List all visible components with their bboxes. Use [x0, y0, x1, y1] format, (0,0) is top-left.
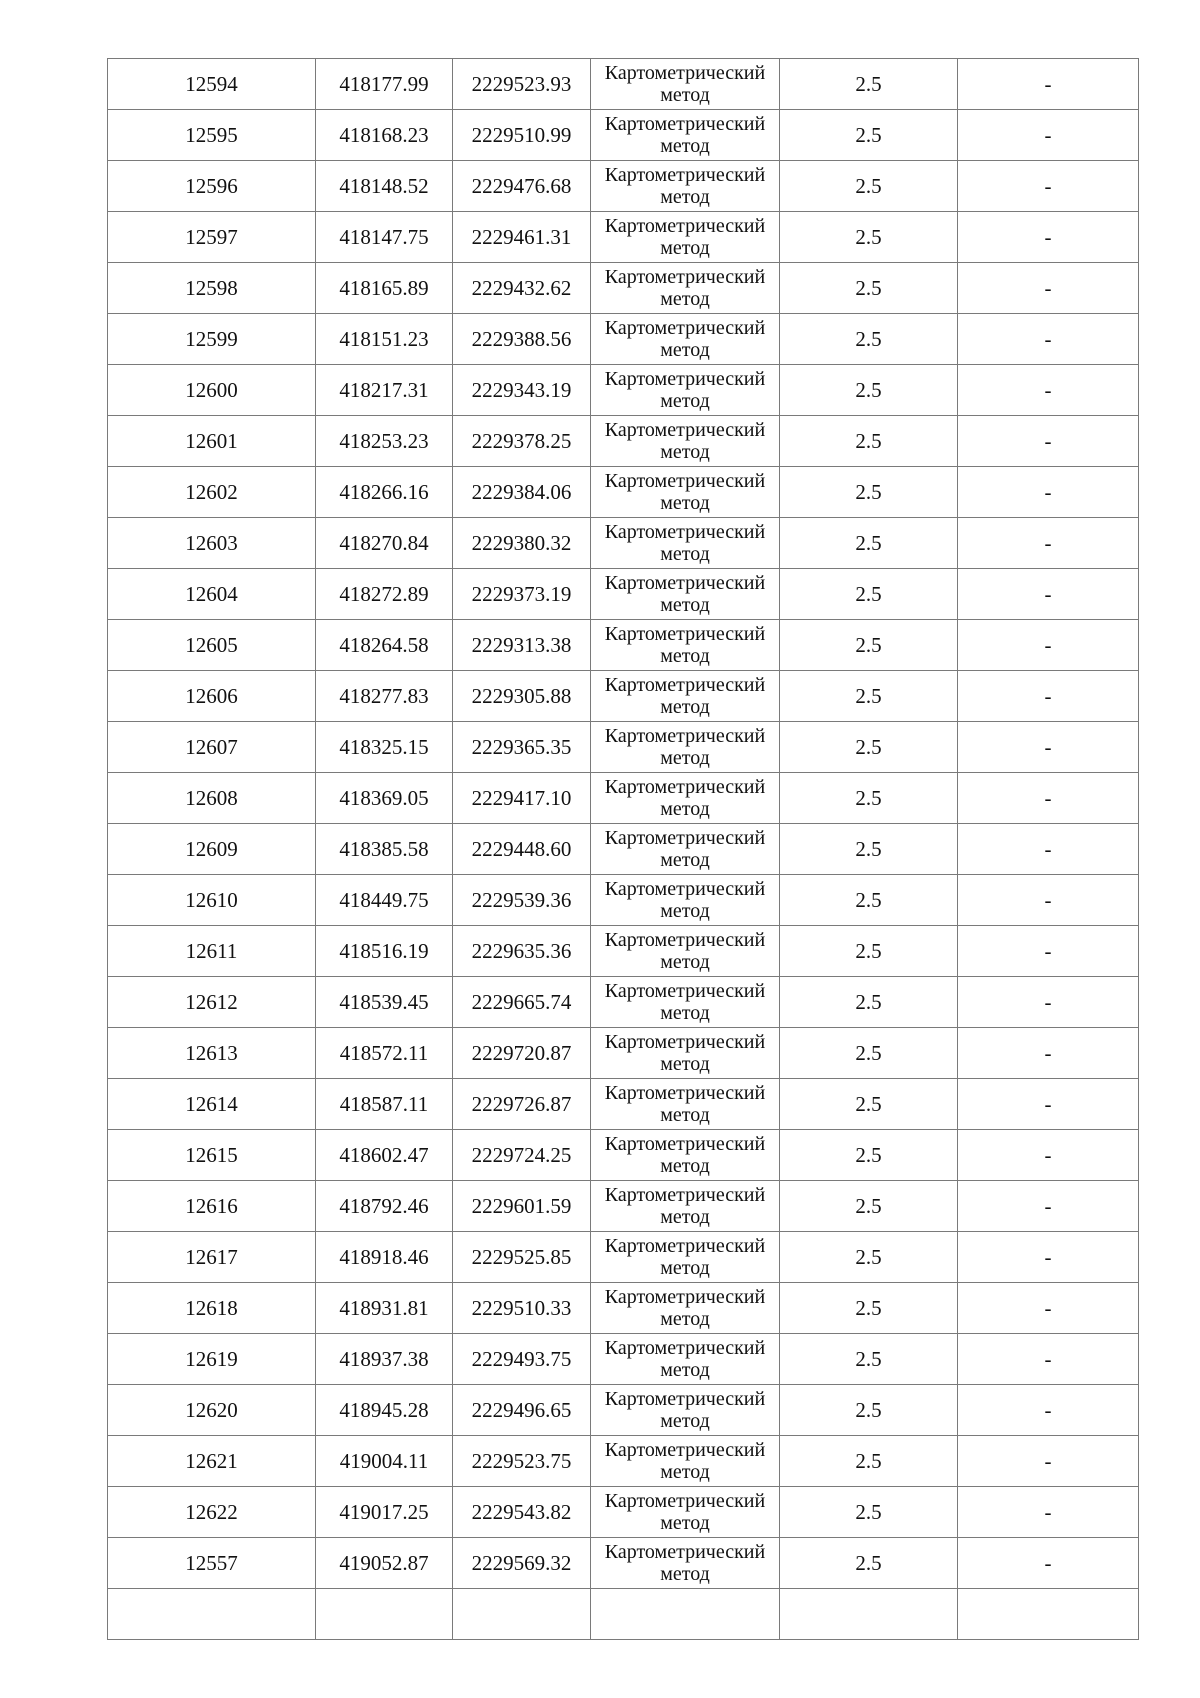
method-cell: [591, 1079, 780, 1130]
method-cell: [591, 263, 780, 314]
method-line-1: Картометрический: [604, 317, 766, 339]
method-line-2: метод: [660, 186, 710, 208]
x-coordinate-cell: 418148.52: [316, 161, 453, 212]
note-cell: -: [958, 620, 1139, 671]
method-line-2: метод: [660, 1257, 710, 1279]
method-line-2: метод: [660, 1155, 710, 1177]
method-cell: [591, 110, 780, 161]
point-number-cell: 12621: [108, 1436, 316, 1487]
method-cell: [591, 1283, 780, 1334]
accuracy-cell: 2.5: [780, 416, 958, 467]
note-cell: -: [958, 926, 1139, 977]
table-row: [108, 314, 1139, 365]
x-coordinate-cell: 419052.87: [316, 1538, 453, 1589]
x-coordinate-cell: 418539.45: [316, 977, 453, 1028]
method-cell: [591, 1385, 780, 1436]
accuracy-cell: 2.5: [780, 263, 958, 314]
accuracy-cell: 2.5: [780, 59, 958, 110]
point-number-cell: 12605: [108, 620, 316, 671]
method-cell: [591, 314, 780, 365]
note-cell: -: [958, 212, 1139, 263]
point-number-cell: 12617: [108, 1232, 316, 1283]
table-row: [108, 1436, 1139, 1487]
x-coordinate-cell: 418264.58: [316, 620, 453, 671]
y-coordinate-cell: 2229432.62: [453, 263, 591, 314]
y-coordinate-cell: 2229476.68: [453, 161, 591, 212]
method-cell: [591, 977, 780, 1028]
point-number-cell: 12598: [108, 263, 316, 314]
method-line-2: метод: [660, 1308, 710, 1330]
method-line-1: Картометрический: [604, 1133, 766, 1155]
accuracy-cell: 2.5: [780, 977, 958, 1028]
accuracy-cell: 2.5: [780, 467, 958, 518]
method-line-1: Картометрический: [604, 827, 766, 849]
method-cell: [591, 773, 780, 824]
point-number-cell: 12595: [108, 110, 316, 161]
method-line-2: метод: [660, 747, 710, 769]
method-line-2: метод: [660, 849, 710, 871]
note-cell: -: [958, 365, 1139, 416]
y-coordinate-cell: 2229493.75: [453, 1334, 591, 1385]
method-cell: [591, 671, 780, 722]
accuracy-cell: 2.5: [780, 1487, 958, 1538]
note-cell: -: [958, 569, 1139, 620]
y-coordinate-cell: 2229313.38: [453, 620, 591, 671]
point-number-cell: 12618: [108, 1283, 316, 1334]
table-row: [108, 824, 1139, 875]
method-line-2: метод: [660, 441, 710, 463]
x-coordinate-cell: 418253.23: [316, 416, 453, 467]
point-number-cell: 12596: [108, 161, 316, 212]
method-cell: [591, 1334, 780, 1385]
method-line-1: Картометрический: [604, 1082, 766, 1104]
method-line-2: метод: [660, 1104, 710, 1126]
method-line-2: метод: [660, 390, 710, 412]
table-row: [108, 671, 1139, 722]
method-line-1: Картометрический: [604, 164, 766, 186]
x-coordinate-cell: 418937.38: [316, 1334, 453, 1385]
y-coordinate-cell: 2229365.35: [453, 722, 591, 773]
point-number-cell: 12594: [108, 59, 316, 110]
accuracy-cell: 2.5: [780, 314, 958, 365]
method-line-1: Картометрический: [604, 62, 766, 84]
table-row: [108, 1334, 1139, 1385]
method-line-2: метод: [660, 135, 710, 157]
x-coordinate-cell: 418931.81: [316, 1283, 453, 1334]
note-cell: -: [958, 1385, 1139, 1436]
x-coordinate-cell: 418918.46: [316, 1232, 453, 1283]
note-cell: -: [958, 1334, 1139, 1385]
method-line-2: метод: [660, 1410, 710, 1432]
method-line-2: метод: [660, 1206, 710, 1228]
method-cell: [591, 722, 780, 773]
method-cell: [591, 467, 780, 518]
method-line-2: метод: [660, 288, 710, 310]
y-coordinate-cell: 2229523.93: [453, 59, 591, 110]
point-number-cell: 12597: [108, 212, 316, 263]
y-coordinate-cell: 2229496.65: [453, 1385, 591, 1436]
method-cell: [591, 1487, 780, 1538]
accuracy-cell: 2.5: [780, 212, 958, 263]
note-cell: -: [958, 518, 1139, 569]
point-number-cell: 12599: [108, 314, 316, 365]
x-coordinate-cell: 419004.11: [316, 1436, 453, 1487]
x-coordinate-cell: 418277.83: [316, 671, 453, 722]
empty-cell: [108, 1589, 316, 1640]
method-line-1: Картометрический: [604, 1439, 766, 1461]
method-line-2: метод: [660, 339, 710, 361]
y-coordinate-cell: 2229510.33: [453, 1283, 591, 1334]
point-number-cell: 12611: [108, 926, 316, 977]
method-cell: [591, 518, 780, 569]
note-cell: -: [958, 1130, 1139, 1181]
table-row: [108, 416, 1139, 467]
point-number-cell: 12603: [108, 518, 316, 569]
method-line-1: Картометрический: [604, 623, 766, 645]
point-number-cell: 12608: [108, 773, 316, 824]
table-body: [108, 59, 1139, 1640]
method-line-1: Картометрический: [604, 572, 766, 594]
note-cell: -: [958, 1538, 1139, 1589]
method-line-1: Картометрический: [604, 1490, 766, 1512]
note-cell: -: [958, 824, 1139, 875]
method-line-1: Картометрический: [604, 266, 766, 288]
note-cell: -: [958, 1079, 1139, 1130]
x-coordinate-cell: 418217.31: [316, 365, 453, 416]
y-coordinate-cell: 2229510.99: [453, 110, 591, 161]
empty-cell: [453, 1589, 591, 1640]
empty-table-row: [108, 1589, 1139, 1640]
note-cell: -: [958, 263, 1139, 314]
method-line-2: метод: [660, 1002, 710, 1024]
note-cell: -: [958, 1487, 1139, 1538]
y-coordinate-cell: 2229569.32: [453, 1538, 591, 1589]
method-line-1: Картометрический: [604, 1388, 766, 1410]
accuracy-cell: 2.5: [780, 722, 958, 773]
method-cell: [591, 365, 780, 416]
method-line-2: метод: [660, 798, 710, 820]
note-cell: -: [958, 1436, 1139, 1487]
y-coordinate-cell: 2229543.82: [453, 1487, 591, 1538]
table-row: [108, 875, 1139, 926]
point-number-cell: 12610: [108, 875, 316, 926]
method-cell: [591, 875, 780, 926]
method-line-1: Картометрический: [604, 1286, 766, 1308]
x-coordinate-cell: 418270.84: [316, 518, 453, 569]
accuracy-cell: 2.5: [780, 1334, 958, 1385]
y-coordinate-cell: 2229720.87: [453, 1028, 591, 1079]
table-row: [108, 569, 1139, 620]
method-cell: [591, 926, 780, 977]
method-line-2: метод: [660, 951, 710, 973]
table-row: [108, 1079, 1139, 1130]
y-coordinate-cell: 2229665.74: [453, 977, 591, 1028]
point-number-cell: 12557: [108, 1538, 316, 1589]
method-line-1: Картометрический: [604, 113, 766, 135]
accuracy-cell: 2.5: [780, 518, 958, 569]
x-coordinate-cell: 418449.75: [316, 875, 453, 926]
accuracy-cell: 2.5: [780, 620, 958, 671]
point-number-cell: 12620: [108, 1385, 316, 1436]
method-cell: [591, 59, 780, 110]
note-cell: -: [958, 977, 1139, 1028]
point-number-cell: 12602: [108, 467, 316, 518]
method-cell: [591, 212, 780, 263]
method-line-2: метод: [660, 84, 710, 106]
point-number-cell: 12607: [108, 722, 316, 773]
note-cell: -: [958, 161, 1139, 212]
method-line-1: Картометрический: [604, 1031, 766, 1053]
x-coordinate-cell: 418272.89: [316, 569, 453, 620]
table-row: [108, 1028, 1139, 1079]
method-line-1: Картометрический: [604, 878, 766, 900]
table-row: [108, 1487, 1139, 1538]
method-line-2: метод: [660, 1461, 710, 1483]
note-cell: -: [958, 875, 1139, 926]
y-coordinate-cell: 2229343.19: [453, 365, 591, 416]
method-line-2: метод: [660, 492, 710, 514]
table-row: [108, 365, 1139, 416]
method-line-2: метод: [660, 1563, 710, 1585]
accuracy-cell: 2.5: [780, 875, 958, 926]
y-coordinate-cell: 2229384.06: [453, 467, 591, 518]
point-number-cell: 12609: [108, 824, 316, 875]
empty-cell: [780, 1589, 958, 1640]
method-line-1: Картометрический: [604, 776, 766, 798]
note-cell: -: [958, 1232, 1139, 1283]
accuracy-cell: 2.5: [780, 926, 958, 977]
method-line-2: метод: [660, 900, 710, 922]
table-row: [108, 620, 1139, 671]
coordinates-table: [107, 58, 1139, 1640]
x-coordinate-cell: 418587.11: [316, 1079, 453, 1130]
y-coordinate-cell: 2229523.75: [453, 1436, 591, 1487]
note-cell: -: [958, 1283, 1139, 1334]
method-cell: [591, 416, 780, 467]
method-cell: [591, 1436, 780, 1487]
table-row: [108, 59, 1139, 110]
point-number-cell: 12622: [108, 1487, 316, 1538]
y-coordinate-cell: 2229448.60: [453, 824, 591, 875]
table-row: [108, 1232, 1139, 1283]
method-line-1: Картометрический: [604, 980, 766, 1002]
method-line-2: метод: [660, 1053, 710, 1075]
method-cell: [591, 1181, 780, 1232]
point-number-cell: 12600: [108, 365, 316, 416]
method-line-2: метод: [660, 645, 710, 667]
accuracy-cell: 2.5: [780, 1385, 958, 1436]
point-number-cell: 12601: [108, 416, 316, 467]
x-coordinate-cell: 418325.15: [316, 722, 453, 773]
empty-cell: [591, 1589, 780, 1640]
accuracy-cell: 2.5: [780, 110, 958, 161]
note-cell: -: [958, 1028, 1139, 1079]
point-number-cell: 12614: [108, 1079, 316, 1130]
note-cell: -: [958, 1181, 1139, 1232]
method-cell: [591, 1028, 780, 1079]
y-coordinate-cell: 2229305.88: [453, 671, 591, 722]
method-line-1: Картометрический: [604, 674, 766, 696]
table-row: [108, 773, 1139, 824]
y-coordinate-cell: 2229378.25: [453, 416, 591, 467]
x-coordinate-cell: 418516.19: [316, 926, 453, 977]
x-coordinate-cell: 418147.75: [316, 212, 453, 263]
point-number-cell: 12613: [108, 1028, 316, 1079]
point-number-cell: 12619: [108, 1334, 316, 1385]
table-row: [108, 1130, 1139, 1181]
accuracy-cell: 2.5: [780, 161, 958, 212]
x-coordinate-cell: 418168.23: [316, 110, 453, 161]
note-cell: -: [958, 59, 1139, 110]
y-coordinate-cell: 2229373.19: [453, 569, 591, 620]
x-coordinate-cell: 418572.11: [316, 1028, 453, 1079]
method-line-2: метод: [660, 696, 710, 718]
method-line-2: метод: [660, 1512, 710, 1534]
method-line-1: Картометрический: [604, 215, 766, 237]
point-number-cell: 12606: [108, 671, 316, 722]
y-coordinate-cell: 2229635.36: [453, 926, 591, 977]
x-coordinate-cell: 418177.99: [316, 59, 453, 110]
y-coordinate-cell: 2229724.25: [453, 1130, 591, 1181]
y-coordinate-cell: 2229601.59: [453, 1181, 591, 1232]
empty-cell: [958, 1589, 1139, 1640]
y-coordinate-cell: 2229539.36: [453, 875, 591, 926]
point-number-cell: 12604: [108, 569, 316, 620]
method-cell: [591, 1538, 780, 1589]
x-coordinate-cell: 418165.89: [316, 263, 453, 314]
y-coordinate-cell: 2229525.85: [453, 1232, 591, 1283]
y-coordinate-cell: 2229380.32: [453, 518, 591, 569]
table-row: [108, 110, 1139, 161]
accuracy-cell: 2.5: [780, 1232, 958, 1283]
method-line-1: Картометрический: [604, 929, 766, 951]
table-row: [108, 518, 1139, 569]
method-line-1: Картометрический: [604, 368, 766, 390]
method-line-1: Картометрический: [604, 1337, 766, 1359]
accuracy-cell: 2.5: [780, 1028, 958, 1079]
method-line-2: метод: [660, 543, 710, 565]
table-row: [108, 977, 1139, 1028]
accuracy-cell: 2.5: [780, 824, 958, 875]
accuracy-cell: 2.5: [780, 1079, 958, 1130]
method-cell: [591, 161, 780, 212]
x-coordinate-cell: 418369.05: [316, 773, 453, 824]
accuracy-cell: 2.5: [780, 1181, 958, 1232]
method-cell: [591, 1130, 780, 1181]
accuracy-cell: 2.5: [780, 365, 958, 416]
x-coordinate-cell: 418602.47: [316, 1130, 453, 1181]
method-line-2: метод: [660, 1359, 710, 1381]
table-row: [108, 1385, 1139, 1436]
accuracy-cell: 2.5: [780, 1130, 958, 1181]
method-cell: [591, 620, 780, 671]
table-row: [108, 926, 1139, 977]
method-line-2: метод: [660, 237, 710, 259]
table-row: [108, 467, 1139, 518]
accuracy-cell: 2.5: [780, 1436, 958, 1487]
table-row: [108, 161, 1139, 212]
note-cell: -: [958, 671, 1139, 722]
accuracy-cell: 2.5: [780, 773, 958, 824]
x-coordinate-cell: 418151.23: [316, 314, 453, 365]
method-line-1: Картометрический: [604, 419, 766, 441]
method-line-2: метод: [660, 594, 710, 616]
empty-cell: [316, 1589, 453, 1640]
accuracy-cell: 2.5: [780, 1283, 958, 1334]
method-line-1: Картометрический: [604, 1235, 766, 1257]
method-cell: [591, 1232, 780, 1283]
point-number-cell: 12612: [108, 977, 316, 1028]
note-cell: -: [958, 773, 1139, 824]
y-coordinate-cell: 2229461.31: [453, 212, 591, 263]
table-row: [108, 263, 1139, 314]
accuracy-cell: 2.5: [780, 1538, 958, 1589]
y-coordinate-cell: 2229417.10: [453, 773, 591, 824]
x-coordinate-cell: 418945.28: [316, 1385, 453, 1436]
point-number-cell: 12616: [108, 1181, 316, 1232]
accuracy-cell: 2.5: [780, 671, 958, 722]
method-line-1: Картометрический: [604, 725, 766, 747]
method-line-1: Картометрический: [604, 1184, 766, 1206]
note-cell: -: [958, 467, 1139, 518]
y-coordinate-cell: 2229388.56: [453, 314, 591, 365]
table-row: [108, 1538, 1139, 1589]
x-coordinate-cell: 418266.16: [316, 467, 453, 518]
method-cell: [591, 824, 780, 875]
note-cell: -: [958, 314, 1139, 365]
note-cell: -: [958, 416, 1139, 467]
table-row: [108, 1283, 1139, 1334]
table-row: [108, 212, 1139, 263]
table-row: [108, 1181, 1139, 1232]
method-line-1: Картометрический: [604, 1541, 766, 1563]
note-cell: -: [958, 110, 1139, 161]
x-coordinate-cell: 418385.58: [316, 824, 453, 875]
method-line-1: Картометрический: [604, 470, 766, 492]
table-row: [108, 722, 1139, 773]
note-cell: -: [958, 722, 1139, 773]
accuracy-cell: 2.5: [780, 569, 958, 620]
y-coordinate-cell: 2229726.87: [453, 1079, 591, 1130]
point-number-cell: 12615: [108, 1130, 316, 1181]
method-line-1: Картометрический: [604, 521, 766, 543]
x-coordinate-cell: 419017.25: [316, 1487, 453, 1538]
method-cell: [591, 569, 780, 620]
x-coordinate-cell: 418792.46: [316, 1181, 453, 1232]
